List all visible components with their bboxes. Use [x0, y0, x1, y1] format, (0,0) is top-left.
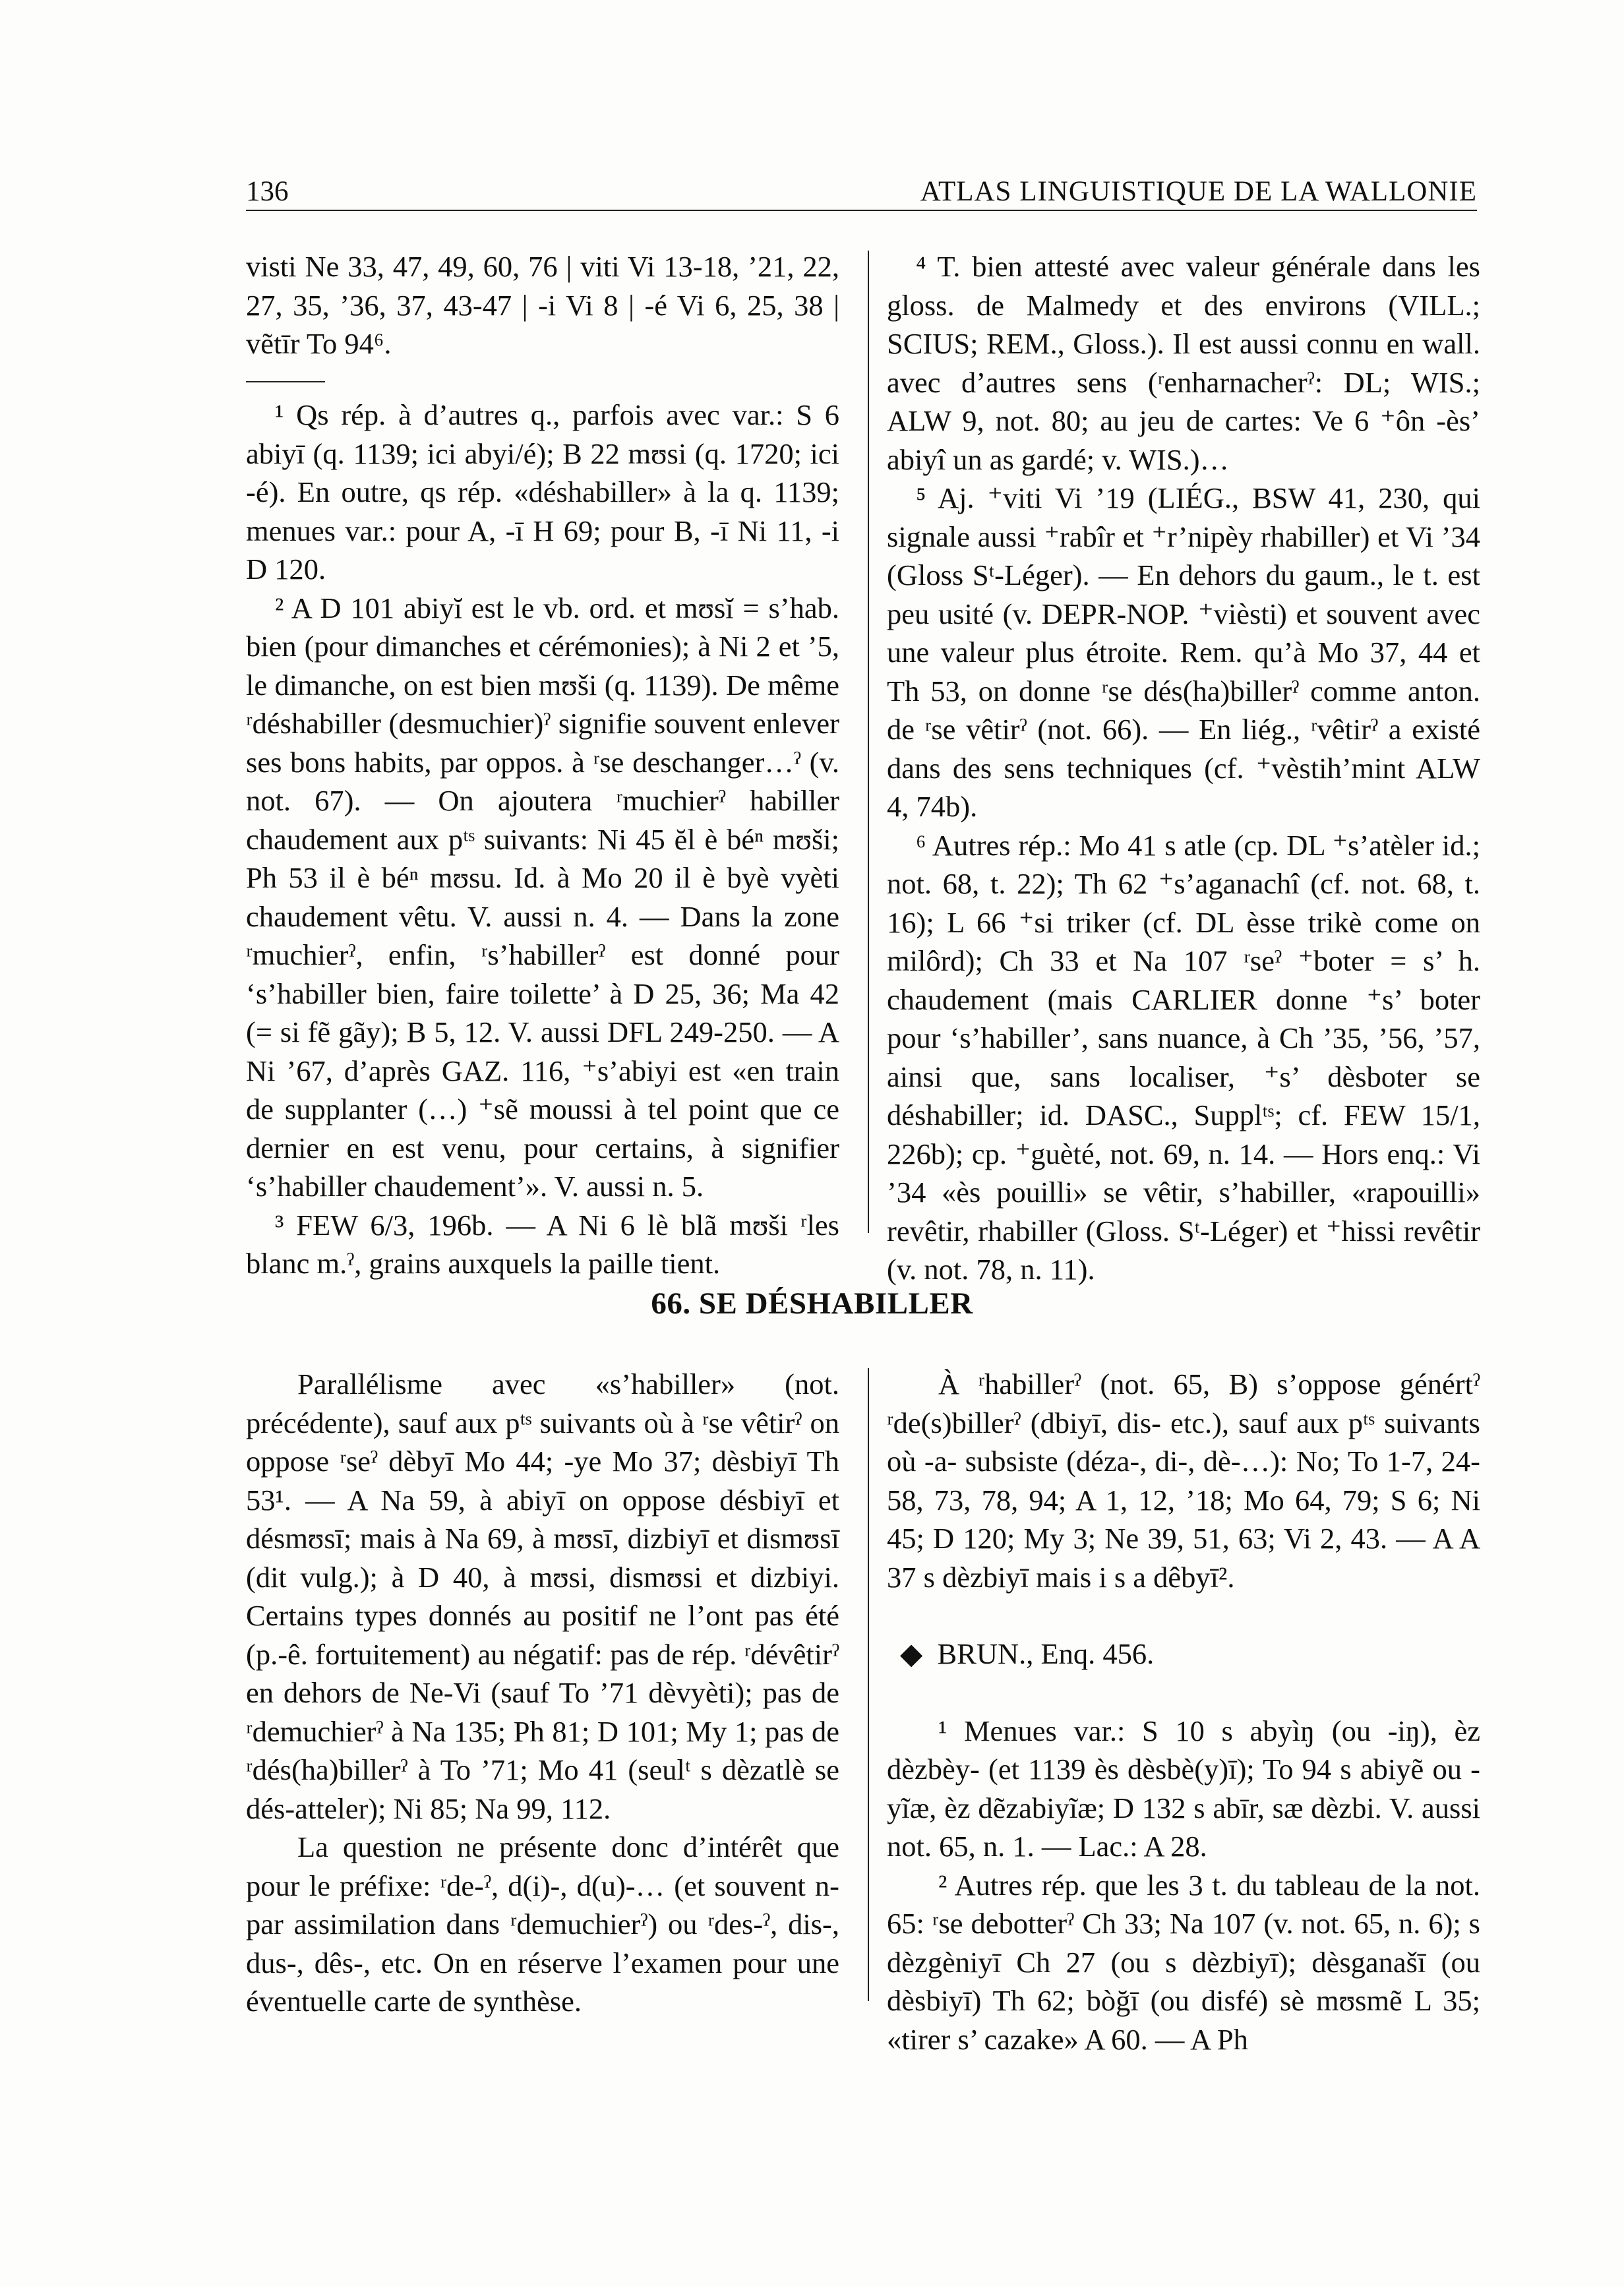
footnote-right-2: ² Autres rép. que les 3 t. du tableau de la not. 65: ʳse debotterˀ Ch 33; Na 107 (v. not. 65, n. 6); s dèzgèniyī Ch 27 (ou s dèzbiyī); dèsganašī (ou dèsbiyī) Th 62; bòğī (ou disfé) sè mʊsmẽ L 35; «tirer s’ cazake» A 60. — A Ph [887, 1868, 1480, 2056]
bottom-left-column [246, 1365, 839, 2021]
top-left-column [246, 247, 839, 363]
bottom-right-column [887, 1365, 1480, 2059]
footnote-6: ⁶ Autres rép.: Mo 41 s atle (cp. DL ⁺s’atèler id.; not. 68, t. 22); Th 62 ⁺s’aganachî (cf. not. 68, t. 16); L 66 ⁺si triker (cf. DL èsse trikè come on milôrd); Ch 33 et Na 107 ʳseˀ ⁺boter = s’ h. chaudement (mais CARLIER donne ⁺s’ boter pour ‘s’habiller’, sans nuance, à Ch ’35, ’56, ’57, ainsi que, sans localiser, ⁺s’ dèsboter se déshabiller; id. DASC., Supplᵗˢ; cf. FEW 15/1, 226b); cp. ⁺guèté, not. 69, n. 14. — Hors enq.: Vi ’34 «ès pouilli» se vêtir, s’habiller, «rapouilli» revêtir, rhabiller (Gloss. Sᵗ-Léger) et ⁺hissi revêtir (v. not. 78, n. 11). [887, 828, 1480, 1286]
footnote-3: ³ FEW 6/3, 196b. — A Ni 6 lè blã mʊši ʳles blanc m.ˀ, grains auxquels la paille tient. [246, 1208, 839, 1280]
diamond-icon: ◆ [900, 1637, 923, 1670]
top-right-column [887, 247, 1480, 1289]
reference-text: BRUN., Enq. 456. [937, 1637, 1155, 1670]
running-header [246, 173, 1477, 211]
body-paragraph-1: Parallélisme avec «s’habiller» (not. précédente), sauf aux pᵗˢ suivants où à ʳse vêtirˀ on oppose ʳseˀ dèbyī Mo 44; -ye Mo 37; dèsbiyī Th 53¹. — A Na 59, à abiyī on oppose désbiyī et désmʊsī; mais à Na 69, à mʊsī, dizbiyī et dismʊsī (dit vulg.); à D 40, à mʊsi, dismʊsi et dizbiyi. Certains types donnés au positif ne l’ont pas été (p.-ê. fortuitement) au négatif: pas de rép. ʳdévêtirˀ en dehors de Ne-Vi (sauf To ’71 dèvyèti); pas de ʳdemuchierˀ à Na 135; Ph 81; D 101; My 1; pas de ʳdés(ha)billerˀ à To ’71; Mo 41 (seulᵗ s dèzatlè se dés-atteler); Ni 85; Na 99, 112. [246, 1368, 839, 1825]
reference-line [887, 1635, 1480, 1673]
body-paragraph-2: La question ne présente donc d’intérêt que pour le préfixe: ʳde-ˀ, d(i)-, d(u)-… (et souvent n- par assimilation dans ʳdemuchierˀ) ou ʳdes-ˀ, dis-, dus-, dês-, etc. On en réserve l’examen pour une éventuelle carte de synthèse. [246, 1830, 839, 2018]
column-divider-top [868, 251, 869, 1233]
column-divider-bottom [868, 1368, 869, 2001]
spacer [887, 1673, 1480, 1712]
footnote-2: ² A D 101 abiyĭ est le vb. ord. et mʊsĭ = s’hab. bien (pour dimanches et cérémonies); à Ni 2 et ’5, le dimanche, on est bien mʊši (q. 1139). De même ʳdéshabiller (desmuchier)ˀ signifie souvent enlever ses bons habits, par oppos. à ʳse deschanger…ˀ (v. not. 67). — On ajoutera ʳmuchierˀ habiller chaudement aux pᵗˢ suivants: Ni 45 ĕl è béⁿ mʊši; Ph 53 il è béⁿ mʊsu. Id. à Mo 20 il è byè vyèti chaudement vêtu. V. aussi n. 4. — Dans la zone ʳmuchierˀ, enfin, ʳs’habillerˀ est donné pour ‘s’habiller bien, faire toilette’ à D 25, 36; Ma 42 (= si fẽ gãy); B 5, 12. V. aussi DFL 249-250. — A Ni ’67, d’après GAZ. 116, ⁺s’abiyi est «en train de supplanter (…) ⁺sẽ moussi à tel point que ce dernier en est venu, pour certains, à signifier ‘s’habiller chaudement’». V. aussi n. 5. [246, 591, 839, 1203]
footnote-5: ⁵ Aj. ⁺viti Vi ’19 (LIÉG., BSW 41, 230, qui signale aussi ⁺rabîr et ⁺r’nipèy rhabiller) et Vi ’34 (Gloss Sᵗ-Léger). — En dehors du gaum., le t. est peu usité (v. DEPR-NOP. ⁺vièsti) et souvent avec une valeur plus étroite. Rem. qu’à Mo 37, 44 et Th 53, on donne ʳse dés(ha)billerˀ comme anton. de ʳse vêtirˀ (not. 66). — En liég., ʳvêtirˀ a existé dans des sens techniques (cf. ⁺vèstih’mint ALW 4, 74b). [887, 481, 1480, 823]
spacer [887, 1596, 1480, 1635]
running-title: ATLAS LINGUISTIQUE DE LA WALLONIE [920, 176, 1477, 207]
page-number: 136 [246, 176, 289, 207]
footnote-1: ¹ Qs rép. à d’autres q., parfois avec var.: S 6 abiyī (q. 1139; ici abyi/é); B 22 mʊsi (q. 1720; ici -é). En outre, qs rép. «déshabiller» à la q. 1139; menues var.: pour A, -ī H 69; pour B, -ī Ni 11, -i D 120. [246, 398, 839, 586]
top-left-footnotes [246, 396, 839, 1283]
body-paragraph-right: À ʳhabillerˀ (not. 65, B) s’oppose génértˀ ʳde(s)billerˀ (dbiyī, dis- etc.), sauf aux pᵗˢ suivants où -a- subsiste (déza-, di-, dè-…): No; To 1-7, 24-58, 73, 78, 94; A 1, 12, ’18; Mo 64, 79; S 6; Ni 45; D 120; My 3; Ne 39, 51, 63; Vi 2, 43. — A A 37 s dèzbiyī mais i s a dêbyī². [887, 1368, 1480, 1594]
footnote-4: ⁴ T. bien attesté avec valeur générale dans les gloss. de Malmedy et des environs (VILL.; SCIUS; REM., Gloss.). Il est aussi connu en wall. avec d’autres sens (ʳenharnacherˀ: DL; WIS.; ALW 9, not. 80; au jeu de cartes: Ve 6 ⁺ôn -ès’ abiyî un as gardé; v. WIS.)… [887, 250, 1480, 476]
variants-list: visti Ne 33, 47, 49, 60, 76 | viti Vi 13-18, ’21, 22, 27, 35, ’36, 37, 43-47 | -i Vi 8 | -é Vi 6, 25, 38 | vẽtīr To 94⁶. [246, 250, 839, 360]
footnote-right-1: ¹ Menues var.: S 10 s abyìŋ (ou -iŋ), èz dèzbèy- (et 1139 ès dèsbè(y)ī); To 94 s abiyẽ ou -yĩæ, èz dẽzabiyĩæ; D 132 s abīr, sæ dèzbi. V. aussi not. 65, n. 1. — Lac.: A 28. [887, 1714, 1480, 1863]
section-title: 66. SE DÉSHABILLER [651, 1286, 973, 1321]
footnote-separator [246, 381, 325, 382]
